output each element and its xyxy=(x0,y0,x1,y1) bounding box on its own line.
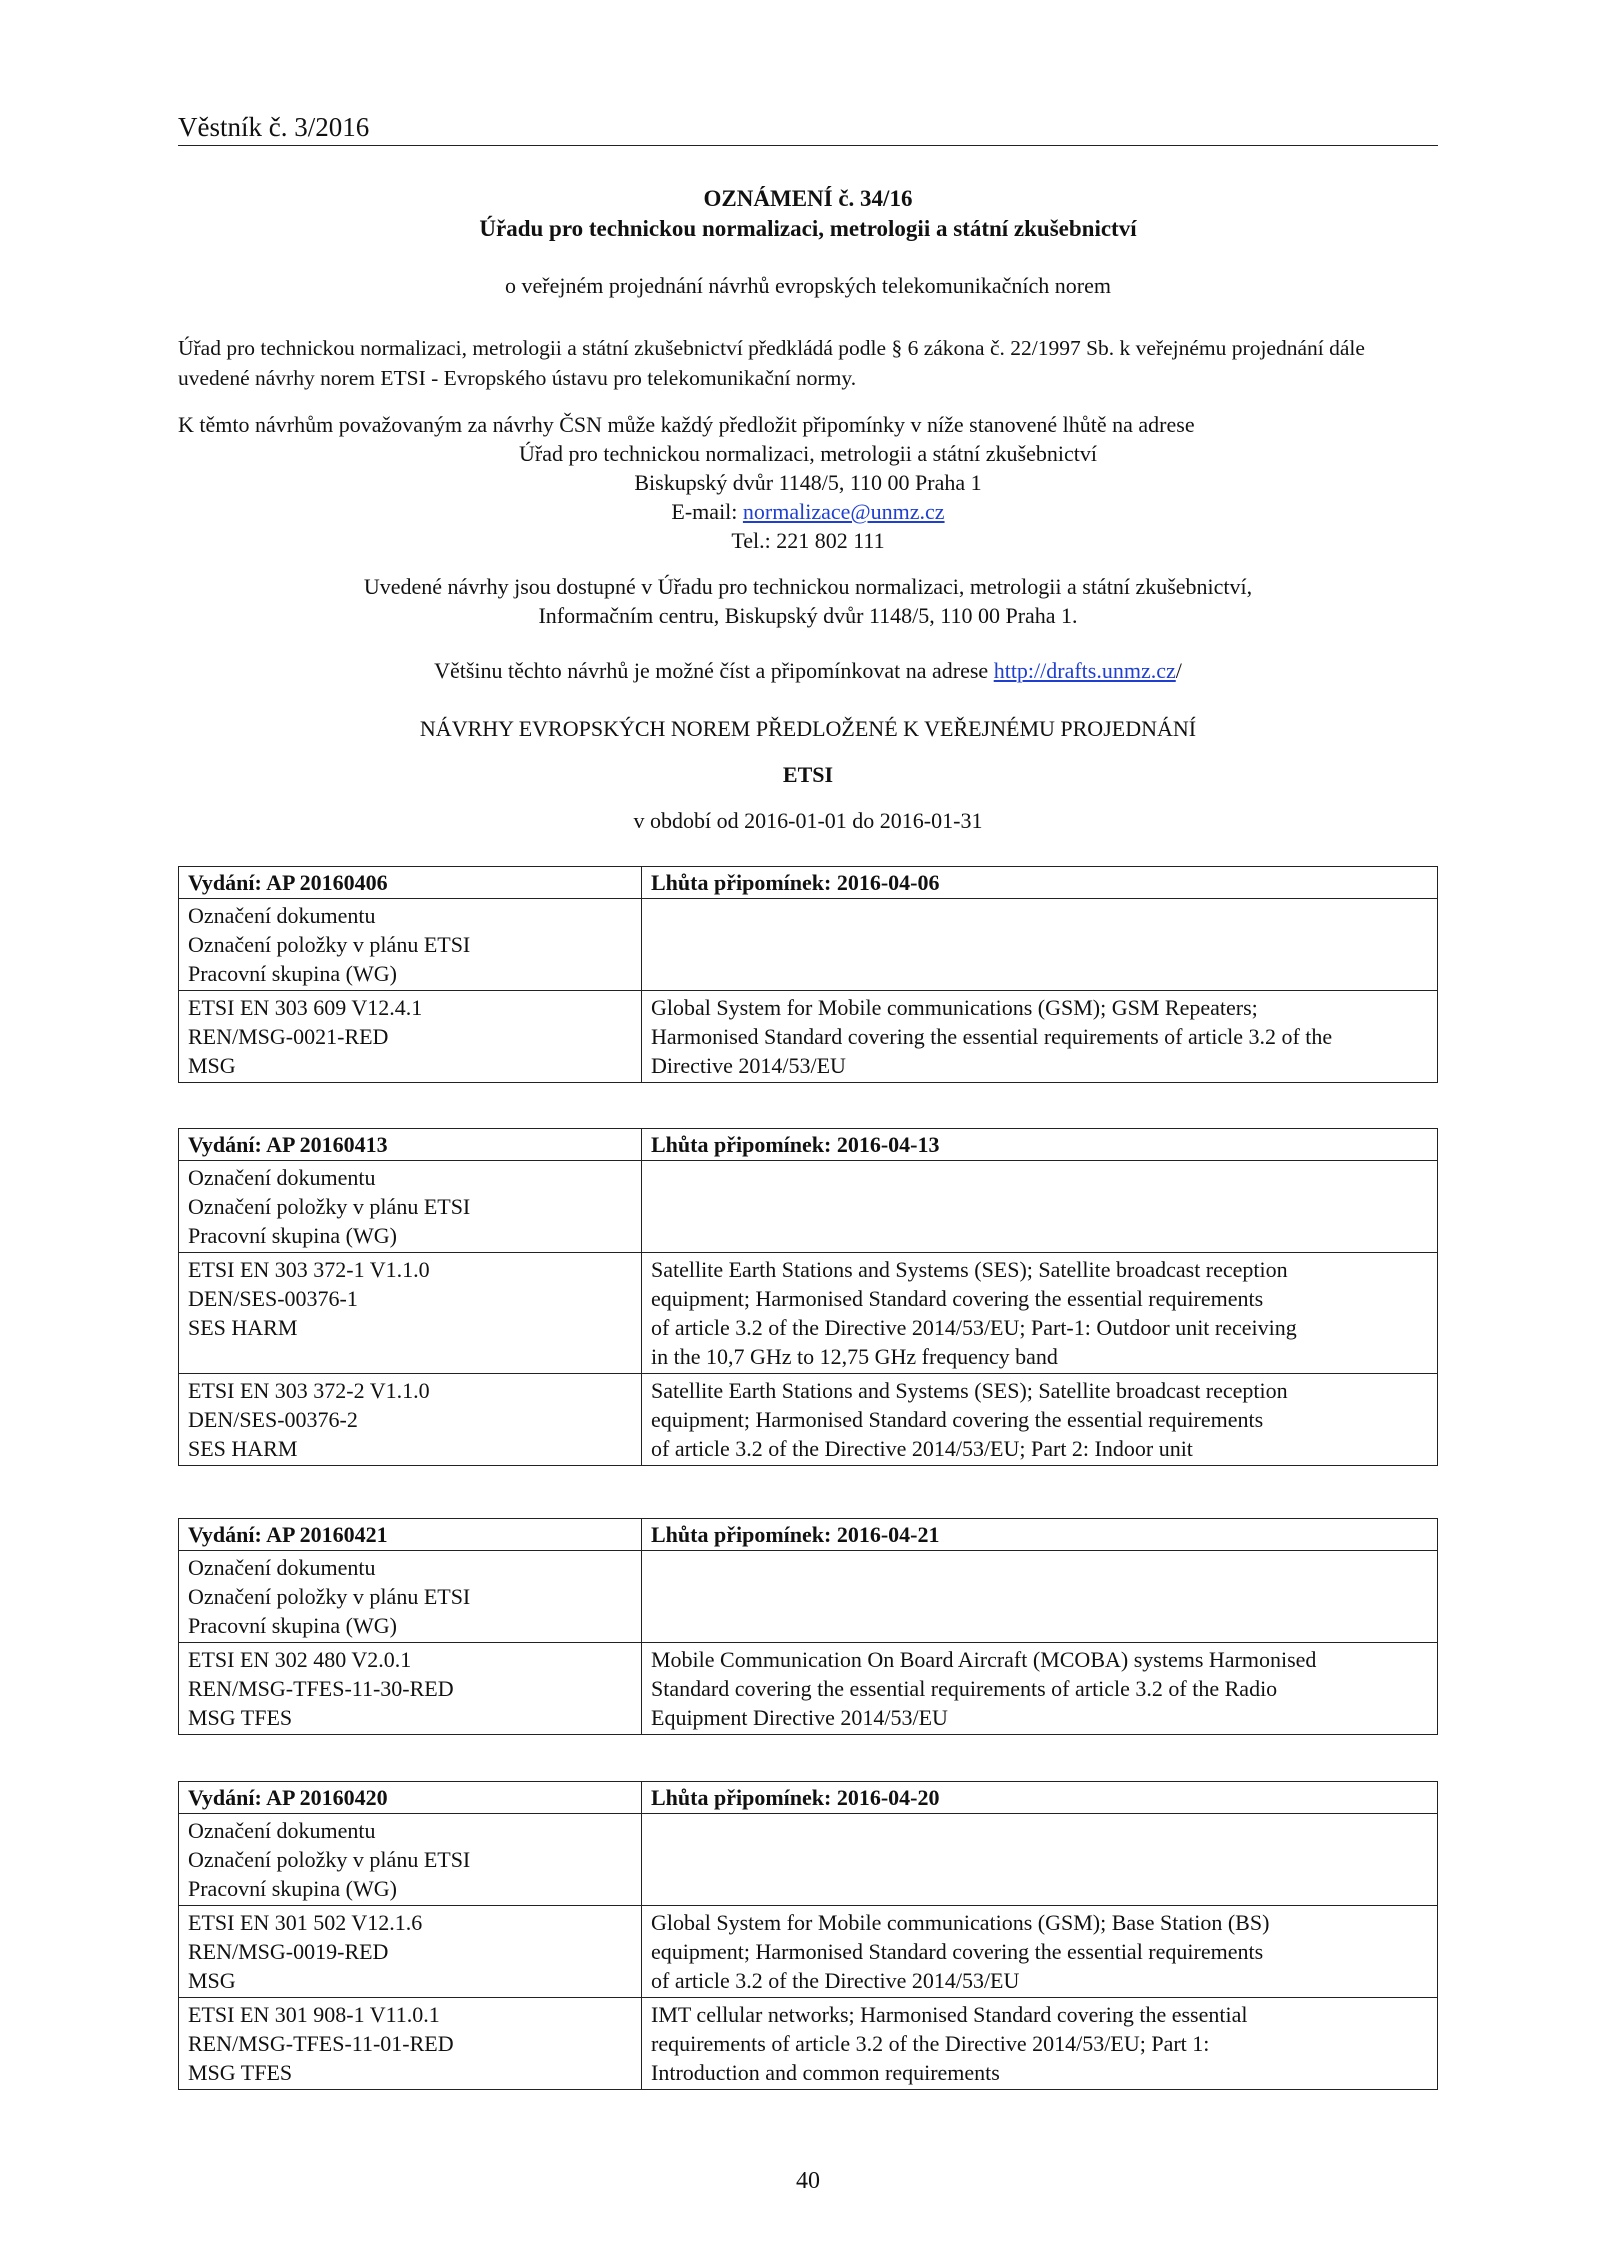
title-line: of article 3.2 of the Directive 2014/53/EU; Part-1: Outdoor unit receiving xyxy=(651,1315,1297,1340)
web-text: Většinu těchto návrhů je možné číst a připomínkovat na adrese xyxy=(434,658,994,683)
work-item: REN/MSG-TFES-11-01-RED xyxy=(188,2031,454,2056)
issue-table xyxy=(178,866,1438,1083)
deadline-label: Lhůta připomínek: 2016-04-21 xyxy=(642,1519,1438,1551)
legend-empty-cell xyxy=(642,899,1438,991)
contact-lead: K těmto návrhům považovaným za návrhy ČSN může každý předložit připomínky v níže stanovené lhůtě na adrese xyxy=(178,412,1195,437)
work-item: REN/MSG-TFES-11-30-RED xyxy=(188,1676,454,1701)
document-title-cell xyxy=(642,1253,1438,1374)
legend-line: Označení položky v plánu ETSI xyxy=(188,1584,471,1609)
title-line: Harmonised Standard covering the essential requirements of article 3.2 of the xyxy=(651,1024,1333,1049)
document-title-cell xyxy=(642,1643,1438,1735)
document-ids-cell xyxy=(179,1906,642,1998)
contact-block xyxy=(178,410,1438,555)
legend-line: Pracovní skupina (WG) xyxy=(188,1876,397,1901)
issue-label: Vydání: AP 20160421 xyxy=(179,1519,642,1551)
contact-email-line xyxy=(178,497,1438,526)
issue-label: Vydání: AP 20160420 xyxy=(179,1782,642,1814)
title-line: Directive 2014/53/EU xyxy=(651,1053,846,1078)
title-line: Introduction and common requirements xyxy=(651,2060,1000,2085)
document-ids-cell xyxy=(179,991,642,1083)
intro-paragraph: Úřad pro technickou normalizaci, metrologii a státní zkušebnictví předkládá podle § 6 zákona č. 22/1997 Sb. k veřejnému projednání dále uvedené návrhy norem ETSI - Evropského ústavu pro telekomunikační normy. xyxy=(178,336,1365,390)
document-designation: ETSI EN 303 372-2 V1.1.0 xyxy=(188,1378,430,1403)
availability-line-2: Informačním centru, Biskupský dvůr 1148/5, 110 00 Praha 1. xyxy=(538,603,1078,628)
title-line: Satellite Earth Stations and Systems (SES); Satellite broadcast reception xyxy=(651,1378,1288,1403)
legend-empty-cell xyxy=(642,1551,1438,1643)
document-designation: ETSI EN 303 609 V12.4.1 xyxy=(188,995,423,1020)
legend-line: Označení dokumentu xyxy=(188,1165,376,1190)
contact-address: Biskupský dvůr 1148/5, 110 00 Praha 1 xyxy=(634,470,982,495)
legend-empty-cell xyxy=(642,1814,1438,1906)
journal-header: Věstník č. 3/2016 xyxy=(178,112,1438,146)
legend-cell xyxy=(179,1814,642,1906)
work-item: REN/MSG-0019-RED xyxy=(188,1939,389,1964)
title-line: Global System for Mobile communications (GSM); Base Station (BS) xyxy=(651,1910,1270,1935)
legend-line: Označení dokumentu xyxy=(188,1555,376,1580)
email-link[interactable]: normalizace@unmz.cz xyxy=(742,499,945,524)
legend-line: Označení dokumentu xyxy=(188,1818,376,1843)
document-ids-cell xyxy=(179,1374,642,1466)
web-paragraph xyxy=(178,658,1438,684)
announcement-subtitle: o veřejném projednání návrhů evropských telekomunikačních norem xyxy=(504,273,1112,298)
working-group: MSG TFES xyxy=(188,2060,293,2085)
title-line: equipment; Harmonised Standard covering the essential requirements xyxy=(651,1407,1264,1432)
work-item: DEN/SES-00376-2 xyxy=(188,1407,358,1432)
email-label: E-mail: xyxy=(671,499,743,524)
legend-cell xyxy=(179,1161,642,1253)
availability-line-1: Uvedené návrhy jsou dostupné v Úřadu pro technickou normalizaci, metrologii a státní zkušebnictví, xyxy=(363,574,1253,599)
document-title-cell xyxy=(642,1998,1438,2090)
title-line: IMT cellular networks; Harmonised Standard covering the essential xyxy=(651,2002,1248,2027)
title-line: equipment; Harmonised Standard covering the essential requirements xyxy=(651,1286,1264,1311)
legend-line: Označení položky v plánu ETSI xyxy=(188,932,471,957)
announcement-title xyxy=(178,184,1438,244)
title-line: equipment; Harmonised Standard covering the essential requirements xyxy=(651,1939,1264,1964)
title-line: Satellite Earth Stations and Systems (SES); Satellite broadcast reception xyxy=(651,1257,1288,1282)
page-number: 40 xyxy=(796,2168,820,2194)
working-group: SES HARM xyxy=(188,1436,298,1461)
issue-table xyxy=(178,1518,1438,1735)
legend-cell xyxy=(179,1551,642,1643)
title-line: Mobile Communication On Board Aircraft (MCOBA) systems Harmonised xyxy=(651,1647,1317,1672)
deadline-label: Lhůta připomínek: 2016-04-20 xyxy=(642,1782,1438,1814)
title-line: Equipment Directive 2014/53/EU xyxy=(651,1705,948,1730)
title-line: of article 3.2 of the Directive 2014/53/EU xyxy=(651,1968,1020,1993)
title-line: of article 3.2 of the Directive 2014/53/EU; Part 2: Indoor unit xyxy=(651,1436,1193,1461)
title-line: Global System for Mobile communications (GSM); GSM Repeaters; xyxy=(651,995,1258,1020)
document-title-cell xyxy=(642,1906,1438,1998)
document-designation: ETSI EN 301 908-1 V11.0.1 xyxy=(188,2002,440,2027)
document-title-cell xyxy=(642,991,1438,1083)
period-line: v období od 2016-01-01 do 2016-01-31 xyxy=(633,808,983,833)
document-ids-cell xyxy=(179,1643,642,1735)
web-suffix: / xyxy=(1175,658,1182,683)
legend-line: Označení položky v plánu ETSI xyxy=(188,1194,471,1219)
title-line: in the 10,7 GHz to 12,75 GHz frequency band xyxy=(651,1344,1058,1369)
contact-office: Úřad pro technickou normalizaci, metrologii a státní zkušebnictví xyxy=(519,441,1097,466)
document-designation: ETSI EN 301 502 V12.1.6 xyxy=(188,1910,423,1935)
legend-line: Označení dokumentu xyxy=(188,903,376,928)
drafts-link[interactable]: http://drafts.unmz.cz xyxy=(993,658,1176,683)
section-heading: NÁVRHY EVROPSKÝCH NOREM PŘEDLOŽENÉ K VEŘEJNÉMU PROJEDNÁNÍ xyxy=(419,716,1197,741)
working-group: MSG xyxy=(188,1968,236,1993)
working-group: MSG xyxy=(188,1053,236,1078)
legend-line: Pracovní skupina (WG) xyxy=(188,1613,397,1638)
issue-table xyxy=(178,1128,1438,1466)
issue-label: Vydání: AP 20160406 xyxy=(179,867,642,899)
legend-line: Pracovní skupina (WG) xyxy=(188,961,397,986)
legend-empty-cell xyxy=(642,1161,1438,1253)
legend-line: Pracovní skupina (WG) xyxy=(188,1223,397,1248)
legend-line: Označení položky v plánu ETSI xyxy=(188,1847,471,1872)
issue-label: Vydání: AP 20160413 xyxy=(179,1129,642,1161)
contact-phone: Tel.: 221 802 111 xyxy=(731,528,885,553)
organization-heading: ETSI xyxy=(782,762,834,787)
work-item: DEN/SES-00376-1 xyxy=(188,1286,358,1311)
announcement-number: OZNÁMENÍ č. 34/16 xyxy=(703,186,913,211)
title-line: Standard covering the essential requirements of article 3.2 of the Radio xyxy=(651,1676,1278,1701)
issue-table xyxy=(178,1781,1438,2090)
legend-cell xyxy=(179,899,642,991)
document-title-cell xyxy=(642,1374,1438,1466)
issuing-office: Úřadu pro technickou normalizaci, metrologii a státní zkušebnictví xyxy=(479,216,1137,241)
deadline-label: Lhůta připomínek: 2016-04-06 xyxy=(642,867,1438,899)
document-ids-cell xyxy=(179,1253,642,1374)
working-group: SES HARM xyxy=(188,1315,298,1340)
document-ids-cell xyxy=(179,1998,642,2090)
availability-paragraph xyxy=(178,572,1438,630)
document-designation: ETSI EN 303 372-1 V1.1.0 xyxy=(188,1257,430,1282)
title-line: requirements of article 3.2 of the Directive 2014/53/EU; Part 1: xyxy=(651,2031,1210,2056)
document-designation: ETSI EN 302 480 V2.0.1 xyxy=(188,1647,412,1672)
deadline-label: Lhůta připomínek: 2016-04-13 xyxy=(642,1129,1438,1161)
working-group: MSG TFES xyxy=(188,1705,293,1730)
work-item: REN/MSG-0021-RED xyxy=(188,1024,389,1049)
